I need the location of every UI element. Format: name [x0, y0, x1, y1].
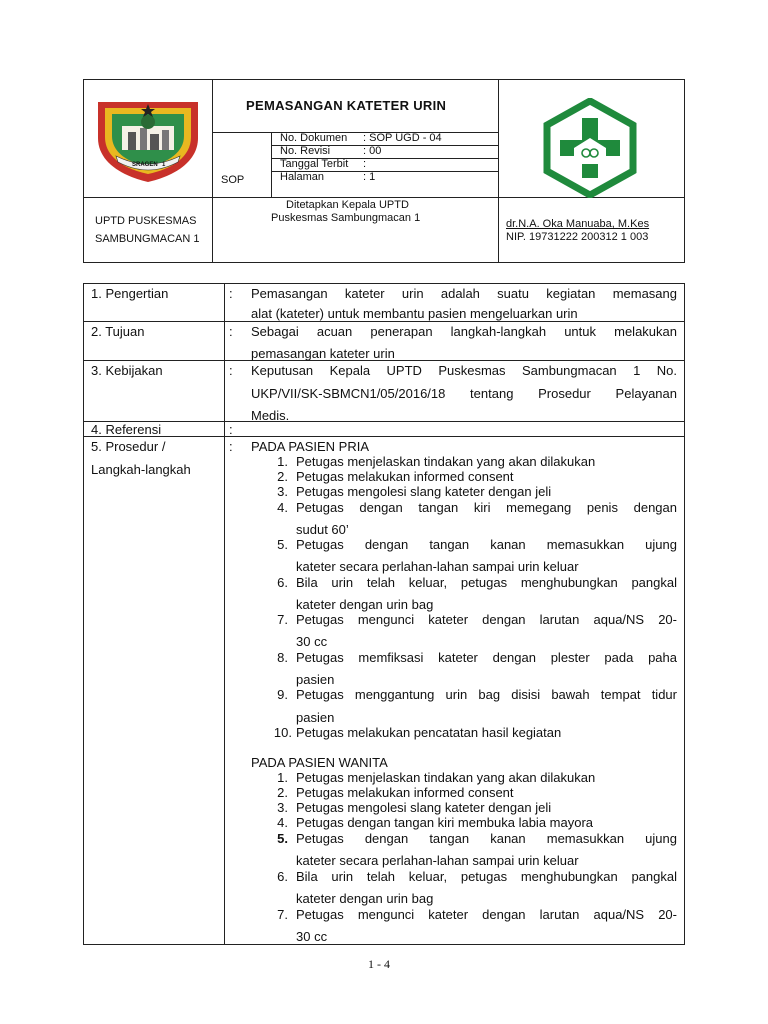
kebijakan-label: 3. Kebijakan — [91, 363, 163, 378]
wanita-step: Petugas mengunci kateter dengan larutan aqua/NS 20- — [296, 907, 677, 922]
established-line1: Ditetapkan Kepala UPTD — [286, 199, 409, 211]
page-title: PEMASANGAN KATETER URIN — [246, 98, 447, 113]
sop-label: SOP — [221, 174, 245, 186]
pria-step: Petugas dengan tangan kanan memasukkan ujung — [296, 537, 677, 552]
wanita-step-cont: 30 cc — [296, 929, 328, 944]
sragen-logo-text: SRAGEN — [132, 162, 158, 168]
wanita-step: Bila urin telah keluar, petugas menghubungkan pangkal — [296, 869, 677, 884]
wanita-step-number: 6. — [277, 869, 288, 884]
pengertian-colon: : — [229, 286, 233, 301]
pria-step-cont: pasien — [296, 710, 335, 725]
prosedur-label-2: Langkah-langkah — [91, 462, 191, 477]
puskesmas-hexagon-icon — [540, 98, 640, 198]
pria-step-cont: 30 cc — [296, 634, 328, 649]
revision-label: No. Revisi — [280, 145, 331, 157]
pria-step-number: 2. — [277, 469, 288, 484]
established-line2: Puskesmas Sambungmacan 1 — [271, 212, 421, 224]
wanita-step-number: 3. — [277, 800, 288, 815]
kebijakan-text-2: UKP/VII/SK-SBMCN1/05/2016/18 tentang Prosedur Pelayanan — [251, 386, 677, 401]
pria-step: Petugas mengunci kateter dengan larutan aqua/NS 20- — [296, 612, 677, 627]
wanita-step: Petugas dengan tangan kanan memasukkan ujung — [296, 831, 677, 846]
pengertian-label: 1. Pengertian — [91, 286, 169, 301]
pengertian-text-2: alat (kateter) untuk membantu pasien mengeluarkan urin — [251, 306, 578, 321]
doc-number-value: : SOP UGD - 04 — [363, 132, 442, 144]
pria-step: Petugas melakukan informed consent — [296, 469, 514, 484]
referensi-colon: : — [229, 422, 233, 437]
kebijakan-colon: : — [229, 363, 233, 378]
tujuan-text-2: pemasangan kateter urin — [251, 346, 395, 361]
pria-step-number: 8. — [277, 650, 288, 665]
pria-step-number: 5. — [277, 537, 288, 552]
prosedur-label-1: 5. Prosedur / — [91, 439, 166, 454]
referensi-label: 4. Referensi — [91, 422, 162, 437]
pria-step-number: 4. — [277, 500, 288, 515]
org-name-line2: SAMBUNGMACAN 1 — [95, 233, 200, 245]
puskesmas-logo — [540, 98, 640, 198]
pria-step-number: 3. — [277, 484, 288, 499]
pria-step: Petugas menggantung urin bag disisi bawah tempat tidur — [296, 687, 677, 702]
wanita-step-cont: kateter secara perlahan-lahan sampai urin keluar — [296, 853, 579, 868]
pria-step: Petugas menjelaskan tindakan yang akan dilakukan — [296, 454, 596, 469]
tujuan-label: 2. Tujuan — [91, 324, 145, 339]
page-value: : 1 — [363, 171, 376, 183]
pria-step-cont: sudut 60’ — [296, 522, 349, 537]
pria-step: Petugas dengan tangan kiri memegang penis dengan — [296, 500, 677, 515]
wanita-step-number: 2. — [277, 785, 288, 800]
issue-date-label: Tanggal Terbit — [280, 158, 349, 170]
pria-step-cont: kateter secara perlahan-lahan sampai urin keluar — [296, 559, 579, 574]
pria-step-cont: kateter dengan urin bag — [296, 597, 434, 612]
kebijakan-text-1: Keputusan Kepala UPTD Puskesmas Sambungmacan 1 No. — [251, 363, 677, 378]
kebijakan-text-3: Medis. — [251, 408, 290, 423]
tujuan-colon: : — [229, 324, 233, 339]
pria-step: Petugas mengolesi slang kateter dengan jeli — [296, 484, 552, 499]
pria-step-number: 10. — [273, 725, 292, 740]
wanita-heading: PADA PASIEN WANITA — [251, 755, 388, 770]
wanita-step: Petugas melakukan informed consent — [296, 785, 514, 800]
sragen-logo-sub: 1 — [162, 162, 166, 168]
tujuan-text-1: Sebagai acuan penerapan langkah-langkah untuk melakukan — [251, 324, 677, 339]
pria-step-number: 7. — [277, 612, 288, 627]
pria-step-number: 1. — [277, 454, 288, 469]
doc-number-label: No. Dokumen — [280, 132, 348, 144]
sragen-shield-icon — [92, 96, 204, 184]
pria-step: Petugas memfiksasi kateter dengan plester pada paha — [296, 650, 677, 665]
pria-step-cont: pasien — [296, 672, 335, 687]
pria-step: Bila urin telah keluar, petugas menghubungkan pangkal — [296, 575, 677, 590]
signer-nip: NIP. 19731222 200312 1 003 — [506, 231, 649, 243]
signer-name: dr.N.A. Oka Manuaba, M.Kes — [506, 218, 650, 230]
page-number: 1 - 4 — [368, 957, 390, 971]
wanita-step-number: 5. — [277, 831, 288, 846]
wanita-step: Petugas menjelaskan tindakan yang akan dilakukan — [296, 770, 596, 785]
pengertian-text-1: Pemasangan kateter urin adalah suatu kegiatan memasang — [251, 286, 677, 301]
pria-heading: PADA PASIEN PRIA — [251, 439, 370, 454]
wanita-step-number: 7. — [277, 907, 288, 922]
pria-step-number: 6. — [277, 575, 288, 590]
pria-step-number: 9. — [277, 687, 288, 702]
wanita-step-number: 4. — [277, 815, 288, 830]
wanita-step-cont: kateter dengan urin bag — [296, 891, 434, 906]
wanita-step-number: 1. — [277, 770, 288, 785]
wanita-step: Petugas dengan tangan kiri membuka labia mayora — [296, 815, 594, 830]
sragen-logo — [92, 96, 204, 184]
issue-date-value: : — [363, 158, 367, 170]
pria-step: Petugas melakukan pencatatan hasil kegiatan — [296, 725, 562, 740]
page-label: Halaman — [280, 171, 325, 183]
wanita-step: Petugas mengolesi slang kateter dengan jeli — [296, 800, 552, 815]
org-name-line1: UPTD PUSKESMAS — [95, 215, 197, 227]
prosedur-colon: : — [229, 439, 233, 454]
revision-value: : 00 — [363, 145, 382, 157]
